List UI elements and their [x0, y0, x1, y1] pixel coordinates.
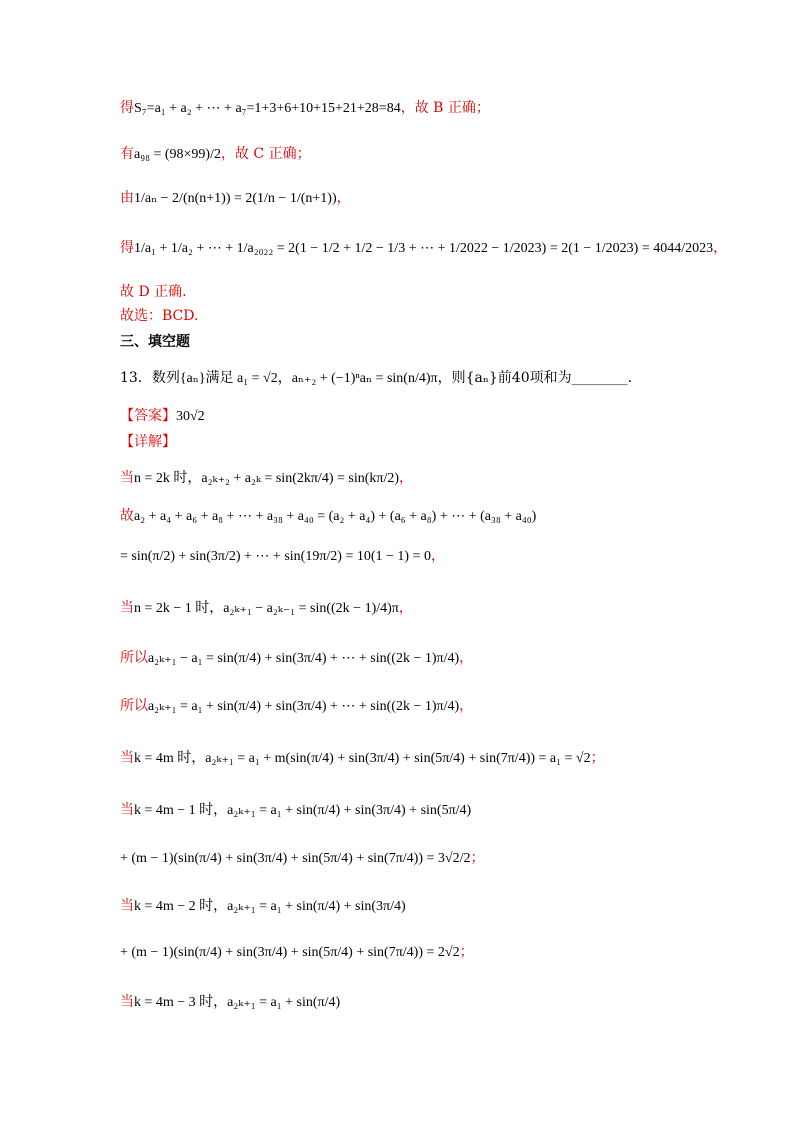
- case-k-4m-2: [120, 896, 406, 917]
- line-prefix: 有: [120, 146, 134, 162]
- line-prefix: 当: [120, 802, 134, 818]
- line-prefix: 所以: [120, 650, 148, 666]
- line-suffix: ；: [590, 750, 605, 766]
- line-suffix: ；: [470, 850, 485, 866]
- line-prefix: 故: [120, 508, 134, 524]
- line-math: a₂ₖ₊₁ = a₁ + sin(π/4) + sin(3π/4) + ⋯ + sin((2k − 1)π/4): [148, 699, 460, 714]
- line-s7-sum: [120, 98, 490, 119]
- line-suffix: ，: [459, 698, 474, 714]
- case-odd-n: [120, 598, 413, 619]
- detail-label-text: 【详解】: [120, 434, 176, 450]
- line-suffix: ，: [713, 240, 728, 256]
- line-reciprocal-identity: [120, 188, 351, 209]
- line-prefix: 当: [120, 750, 134, 766]
- line-suffix: ，故 C 正确；: [220, 146, 311, 162]
- question-math: {aₙ}满足 a₁ = √2，aₙ₊₂ + (−1)ⁿaₙ = sin(n/4)π: [179, 371, 438, 386]
- even-terms-result: [120, 546, 445, 567]
- line-suffix: ，: [399, 470, 413, 486]
- line-math: 1/aₙ − 2/(n(n+1)) = 2(1/n − 1/(n+1)): [134, 191, 337, 206]
- line-a98: [120, 144, 311, 165]
- line-suffix: ；: [459, 944, 474, 960]
- answer-value: 30√2: [176, 409, 205, 424]
- question-suffix: ，则{aₙ}前40项和为________.: [437, 370, 633, 386]
- line-math: a₂ + a₄ + a₆ + a₈ + ⋯ + a₃₈ + a₄₀ = (a₂ + a₄) + (a₆ + a₈) + ⋯ + (a₃₈ + a₄₀): [134, 509, 537, 524]
- line-suffix: ，故 B 正确；: [400, 100, 490, 116]
- case-even-n: [120, 468, 413, 489]
- line-math: a₉₈ = (98×99)/2: [134, 147, 221, 162]
- case-k-4m-1: [120, 800, 471, 821]
- line-prefix: 所以: [120, 698, 148, 714]
- line-text: 故选：BCD.: [120, 308, 199, 324]
- answer-line: [120, 406, 205, 427]
- line-math: + (m − 1)(sin(π/4) + sin(3π/4) + sin(5π/4) + sin(7π/4)) = 3√2/2: [120, 851, 471, 866]
- line-suffix: ，: [459, 650, 474, 666]
- line-math: k = 4m 时，a₂ₖ₊₁ = a₁ + m(sin(π/4) + sin(3π/4) + sin(5π/4) + sin(7π/4)) = a₁ = √2: [134, 751, 591, 766]
- line-answer-choice: [120, 306, 198, 326]
- line-prefix: 当: [120, 994, 134, 1010]
- line-prefix: 当: [120, 600, 134, 616]
- line-math: = sin(π/2) + sin(3π/2) + ⋯ + sin(19π/2) = 10(1 − 1) = 0: [120, 549, 431, 564]
- detail-label: [120, 432, 176, 452]
- section-heading: [120, 332, 190, 352]
- line-math: k = 4m − 1 时，a₂ₖ₊₁ = a₁ + sin(π/4) + sin(3π/4) + sin(5π/4): [134, 803, 472, 818]
- line-suffix: ，: [336, 190, 351, 206]
- line-prefix: 当: [120, 898, 134, 914]
- case-k-4m-1-cont: [120, 848, 484, 869]
- case-k-4m-2-cont: [120, 942, 474, 963]
- line-math: k = 4m − 3 时，a₂ₖ₊₁ = a₁ + sin(π/4): [134, 995, 341, 1010]
- answer-label: 【答案】: [120, 408, 176, 424]
- line-prefix: 得: [120, 240, 134, 256]
- line-telescoping-sum: [120, 238, 727, 259]
- question-prefix: 13．数列: [120, 370, 180, 386]
- line-math: a₂ₖ₊₁ − a₁ = sin(π/4) + sin(3π/4) + ⋯ + sin((2k − 1)π/4): [148, 651, 460, 666]
- line-prefix: 得: [120, 100, 134, 116]
- line-text: 故 D 正确.: [120, 284, 187, 300]
- line-prefix: 当: [120, 470, 134, 486]
- line-math: S₇=a₁ + a₂ + ⋯ + a₇=1+3+6+10+15+21+28=84: [134, 101, 401, 116]
- line-math: n = 2k 时，a₂ₖ₊₂ + a₂ₖ = sin(2kπ/4) = sin(kπ/2): [134, 471, 399, 486]
- line-math: n = 2k − 1 时，a₂ₖ₊₁ − a₂ₖ₋₁ = sin((2k − 1)/4)π: [134, 601, 399, 616]
- odd-difference-sum: [120, 648, 473, 669]
- line-d-correct: [120, 282, 187, 302]
- odd-term-formula: [120, 696, 473, 717]
- line-math: 1/a₁ + 1/a₂ + ⋯ + 1/a₂₀₂₂ = 2(1 − 1/2 + 1/2 − 1/3 + ⋯ + 1/2022 − 1/2023) = 2(1 − 1/2023) = 4044/2023: [134, 241, 714, 256]
- question-13: [120, 368, 632, 389]
- case-k-4m: [120, 748, 605, 769]
- line-suffix: ，: [430, 548, 445, 564]
- even-terms-sum: [120, 506, 536, 527]
- line-suffix: ，: [398, 600, 413, 616]
- case-k-4m-3: [120, 992, 340, 1013]
- line-math: k = 4m − 2 时，a₂ₖ₊₁ = a₁ + sin(π/4) + sin(3π/4): [134, 899, 406, 914]
- heading-text: 三、填空题: [120, 334, 190, 350]
- line-prefix: 由: [120, 190, 134, 206]
- line-math: + (m − 1)(sin(π/4) + sin(3π/4) + sin(5π/4) + sin(7π/4)) = 2√2: [120, 945, 460, 960]
